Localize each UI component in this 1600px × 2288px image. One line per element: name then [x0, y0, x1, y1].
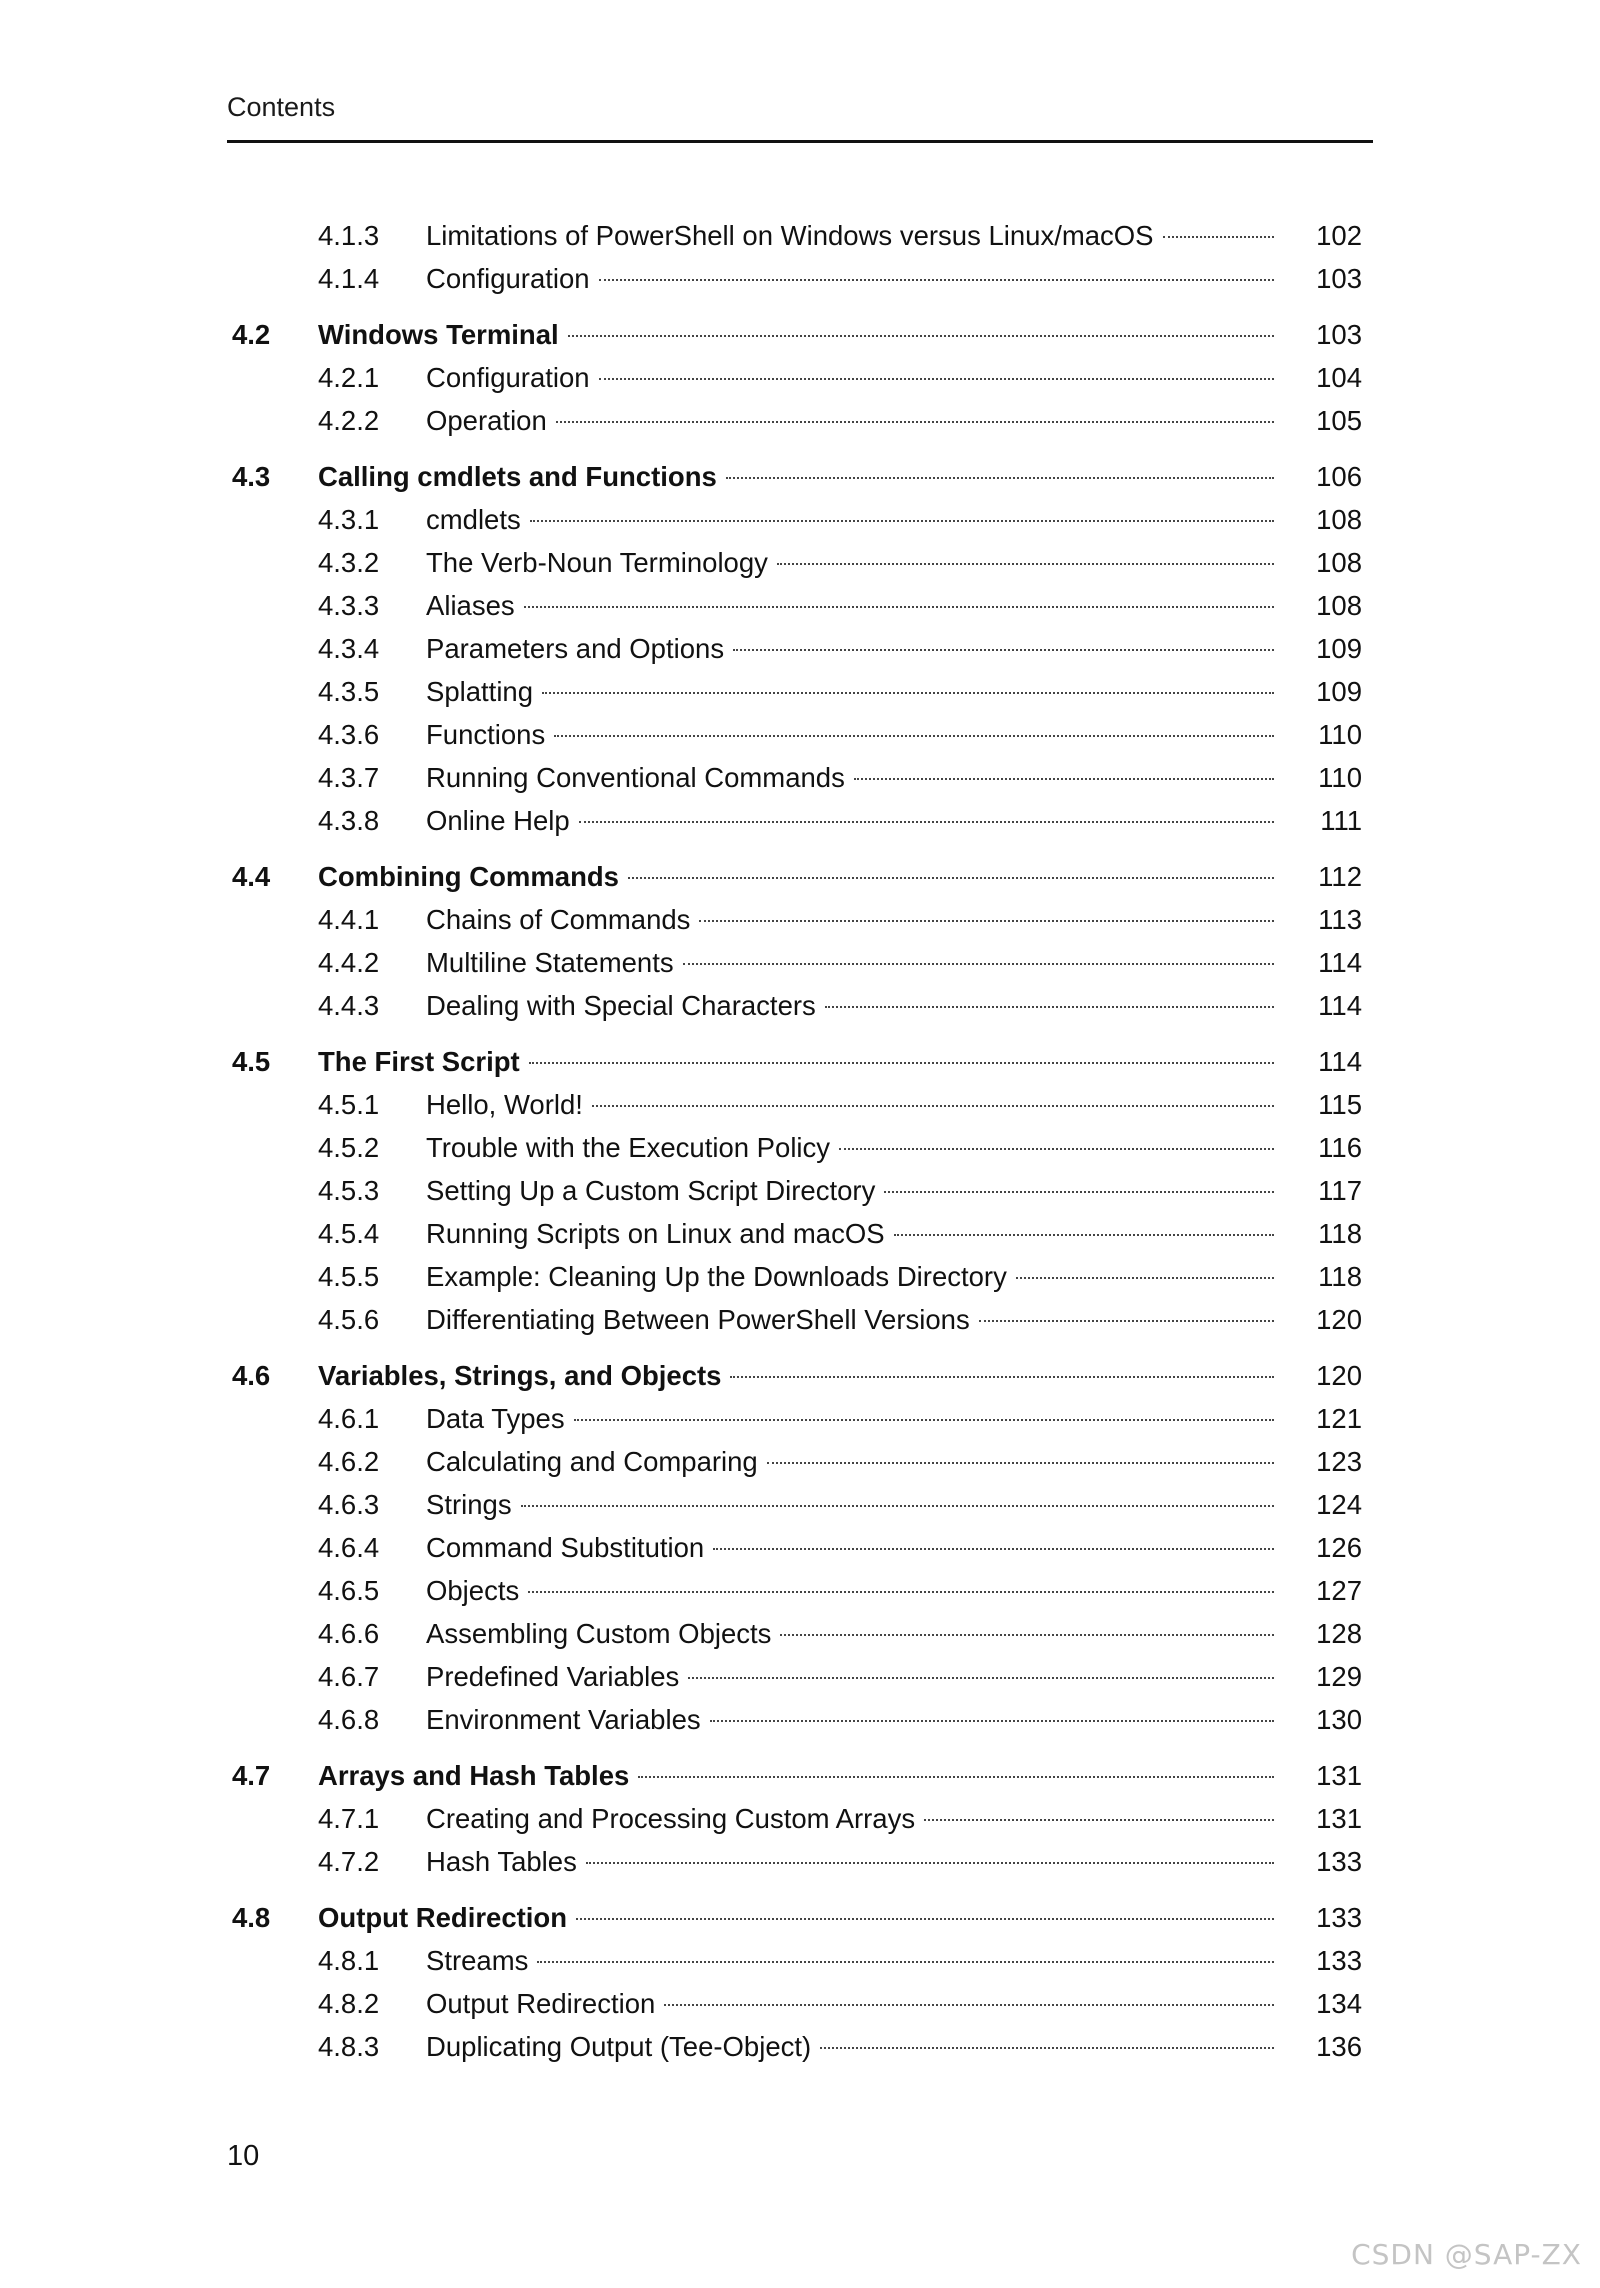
entry-number: 4.7.1	[318, 1803, 380, 1834]
toc-subsection-entry	[0, 1397, 1600, 1440]
dot-leader	[733, 649, 1274, 651]
entry-number: 4.4	[232, 861, 271, 892]
entry-number: 4.8.1	[318, 1945, 380, 1976]
entry-number: 4.3.1	[318, 504, 380, 535]
dot-leader	[1016, 1277, 1274, 1279]
toc-subsection-entry	[0, 399, 1600, 442]
dot-leader	[586, 1862, 1274, 1864]
entry-number: 4.4.2	[318, 947, 380, 978]
entry-page-number: 127	[1316, 1575, 1362, 1606]
entry-title: Chains of Commands	[426, 904, 691, 935]
toc-section-entry	[0, 313, 1600, 356]
entry-title-line	[426, 584, 1274, 627]
entry-title-line	[426, 1083, 1274, 1126]
toc-section-entry	[0, 1040, 1600, 1083]
entry-title-line	[426, 1298, 1274, 1341]
entry-number: 4.1.4	[318, 263, 380, 294]
entry-number: 4.3.2	[318, 547, 380, 578]
entry-page-number: 108	[1316, 590, 1362, 621]
entry-title: Output Redirection	[426, 1988, 656, 2019]
dot-leader	[528, 1591, 1274, 1593]
dot-leader	[579, 821, 1274, 823]
dot-leader	[979, 1320, 1274, 1322]
entry-title: Parameters and Options	[426, 633, 725, 664]
entry-page-number: 120	[1316, 1304, 1362, 1335]
dot-leader	[767, 1462, 1274, 1464]
entry-title-line	[426, 356, 1274, 399]
entry-page-number: 108	[1316, 504, 1362, 535]
dot-leader	[521, 1505, 1274, 1507]
entry-page-number: 118	[1318, 1261, 1362, 1292]
entry-title-line	[426, 1569, 1274, 1612]
entry-title: Streams	[426, 1945, 529, 1976]
toc-section-entry	[0, 1896, 1600, 1939]
entry-title: Environment Variables	[426, 1704, 701, 1735]
entry-title-line	[426, 1397, 1274, 1440]
entry-page-number: 110	[1318, 719, 1362, 750]
entry-title: Limitations of PowerShell on Windows versus Linux/macOS	[426, 220, 1154, 251]
toc-subsection-entry	[0, 1126, 1600, 1169]
entry-number: 4.6.3	[318, 1489, 380, 1520]
dot-leader	[683, 963, 1274, 965]
entry-title-line	[426, 1982, 1274, 2025]
entry-number: 4.8.3	[318, 2031, 380, 2062]
entry-title-line	[426, 1483, 1274, 1526]
entry-title: Calling cmdlets and Functions	[318, 461, 717, 492]
header-rule	[227, 140, 1373, 143]
entry-number: 4.6.6	[318, 1618, 380, 1649]
entry-page-number: 129	[1316, 1661, 1362, 1692]
entry-title: Arrays and Hash Tables	[318, 1760, 630, 1791]
entry-page-number: 117	[1318, 1175, 1362, 1206]
watermark: CSDN @SAP-ZX	[1351, 2238, 1582, 2271]
dot-leader	[554, 735, 1274, 737]
entry-title: Differentiating Between PowerShell Versions	[426, 1304, 970, 1335]
toc-subsection-entry	[0, 1483, 1600, 1526]
dot-leader	[839, 1148, 1274, 1150]
entry-number: 4.3.7	[318, 762, 380, 793]
toc-subsection-entry	[0, 1255, 1600, 1298]
entry-title-line	[426, 799, 1274, 842]
entry-title-line	[426, 1612, 1274, 1655]
entry-page-number: 131	[1316, 1803, 1362, 1834]
toc-subsection-entry	[0, 1655, 1600, 1698]
entry-title: Hash Tables	[426, 1846, 577, 1877]
entry-title: The First Script	[318, 1046, 520, 1077]
entry-number: 4.7	[232, 1760, 271, 1791]
entry-number: 4.6.1	[318, 1403, 380, 1434]
toc-section-entry	[0, 1354, 1600, 1397]
entry-page-number: 130	[1316, 1704, 1362, 1735]
entry-title-line	[318, 455, 1274, 498]
dot-leader	[530, 520, 1274, 522]
entry-page-number: 114	[1318, 1046, 1362, 1077]
dot-leader	[713, 1548, 1274, 1550]
entry-number: 4.2.2	[318, 405, 380, 436]
entry-number: 4.5.3	[318, 1175, 380, 1206]
entry-title: Trouble with the Execution Policy	[426, 1132, 831, 1163]
dot-leader	[599, 279, 1274, 281]
entry-title: The Verb-Noun Terminology	[426, 547, 768, 578]
toc-subsection-entry	[0, 1797, 1600, 1840]
dot-leader	[529, 1062, 1274, 1064]
toc-subsection-entry	[0, 356, 1600, 399]
entry-title: cmdlets	[426, 504, 521, 535]
entry-page-number: 111	[1320, 805, 1362, 836]
entry-page-number: 114	[1318, 990, 1362, 1021]
toc-subsection-entry	[0, 1569, 1600, 1612]
entry-page-number: 109	[1316, 676, 1362, 707]
entry-title: Strings	[426, 1489, 512, 1520]
dot-leader	[854, 778, 1274, 780]
toc-subsection-entry	[0, 1083, 1600, 1126]
toc-subsection-entry	[0, 713, 1600, 756]
entry-title: Output Redirection	[318, 1902, 568, 1933]
entry-number: 4.2	[232, 319, 271, 350]
entry-page-number: 118	[1318, 1218, 1362, 1249]
entry-title-line	[426, 1440, 1274, 1483]
dot-leader	[825, 1006, 1274, 1008]
entry-page-number: 115	[1318, 1089, 1362, 1120]
entry-title: Running Conventional Commands	[426, 762, 845, 793]
entry-title-line	[426, 399, 1274, 442]
dot-leader	[628, 877, 1274, 879]
entry-title-line	[318, 855, 1274, 898]
dot-leader	[574, 1419, 1274, 1421]
dot-leader	[710, 1720, 1274, 1722]
entry-title-line	[318, 1754, 1274, 1797]
entry-title-line	[318, 1040, 1274, 1083]
entry-page-number: 131	[1316, 1760, 1362, 1791]
entry-number: 4.6.8	[318, 1704, 380, 1735]
entry-title-line	[426, 670, 1274, 713]
toc-subsection-entry	[0, 898, 1600, 941]
entry-page-number: 124	[1316, 1489, 1362, 1520]
dot-leader	[638, 1776, 1274, 1778]
entry-title: Calculating and Comparing	[426, 1446, 758, 1477]
entry-page-number: 104	[1316, 362, 1362, 393]
entry-title: Duplicating Output (Tee-Object)	[426, 2031, 812, 2062]
toc-subsection-entry	[0, 1526, 1600, 1569]
toc-subsection-entry	[0, 1298, 1600, 1341]
entry-title-line	[426, 898, 1274, 941]
dot-leader	[537, 1961, 1274, 1963]
entry-title: Hello, World!	[426, 1089, 583, 1120]
entry-title: Splatting	[426, 676, 534, 707]
dot-leader	[664, 2004, 1274, 2006]
toc-section-entry	[0, 1754, 1600, 1797]
entry-number: 4.1.3	[318, 220, 380, 251]
table-of-contents	[0, 214, 1600, 2068]
entry-number: 4.6.4	[318, 1532, 380, 1563]
entry-number: 4.6.2	[318, 1446, 380, 1477]
dot-leader	[1163, 236, 1274, 238]
entry-number: 4.7.2	[318, 1846, 380, 1877]
entry-title: Data Types	[426, 1403, 565, 1434]
entry-page-number: 133	[1316, 1902, 1362, 1933]
toc-subsection-entry	[0, 2025, 1600, 2068]
entry-title: Configuration	[426, 362, 590, 393]
toc-subsection-entry	[0, 984, 1600, 1027]
entry-page-number: 103	[1316, 319, 1362, 350]
entry-title: Assembling Custom Objects	[426, 1618, 772, 1649]
entry-page-number: 113	[1318, 904, 1362, 935]
entry-title-line	[426, 1797, 1274, 1840]
entry-page-number: 133	[1316, 1846, 1362, 1877]
entry-page-number: 123	[1316, 1446, 1362, 1477]
toc-subsection-entry	[0, 1169, 1600, 1212]
entry-page-number: 110	[1318, 762, 1362, 793]
entry-title-line	[426, 1840, 1274, 1883]
toc-subsection-entry	[0, 1840, 1600, 1883]
entry-title: Objects	[426, 1575, 520, 1606]
toc-subsection-entry	[0, 214, 1600, 257]
toc-subsection-entry	[0, 627, 1600, 670]
toc-subsection-entry	[0, 1440, 1600, 1483]
entry-title-line	[426, 541, 1274, 584]
dot-leader	[688, 1677, 1274, 1679]
entry-title-line	[426, 756, 1274, 799]
toc-subsection-entry	[0, 498, 1600, 541]
entry-title: Command Substitution	[426, 1532, 705, 1563]
entry-title-line	[426, 1939, 1274, 1982]
entry-number: 4.6.7	[318, 1661, 380, 1692]
toc-section-entry	[0, 455, 1600, 498]
entry-title-line	[426, 627, 1274, 670]
entry-title-line	[318, 313, 1274, 356]
entry-title: Combining Commands	[318, 861, 619, 892]
entry-title-line	[426, 257, 1274, 300]
entry-title-line	[426, 1526, 1274, 1569]
entry-page-number: 133	[1316, 1945, 1362, 1976]
entry-title-line	[426, 1212, 1274, 1255]
dot-leader	[568, 335, 1274, 337]
entry-number: 4.5	[232, 1046, 271, 1077]
entry-page-number: 112	[1318, 861, 1362, 892]
entry-number: 4.5.2	[318, 1132, 380, 1163]
entry-title: Dealing with Special Characters	[426, 990, 816, 1021]
entry-number: 4.5.5	[318, 1261, 380, 1292]
entry-page-number: 106	[1316, 461, 1362, 492]
toc-subsection-entry	[0, 756, 1600, 799]
entry-title-line	[426, 498, 1274, 541]
entry-title-line	[426, 1126, 1274, 1169]
entry-page-number: 120	[1316, 1360, 1362, 1391]
entry-title-line	[426, 1698, 1274, 1741]
entry-number: 4.3.4	[318, 633, 380, 664]
dot-leader	[599, 378, 1274, 380]
entry-page-number: 128	[1316, 1618, 1362, 1649]
entry-page-number: 114	[1318, 947, 1362, 978]
entry-number: 4.8.2	[318, 1988, 380, 2019]
entry-number: 4.3.6	[318, 719, 380, 750]
page-number: 10	[227, 2140, 260, 2172]
toc-subsection-entry	[0, 1939, 1600, 1982]
running-header: Contents	[227, 92, 336, 122]
entry-number: 4.2.1	[318, 362, 380, 393]
toc-section-entry	[0, 855, 1600, 898]
entry-page-number: 109	[1316, 633, 1362, 664]
entry-title: Setting Up a Custom Script Directory	[426, 1175, 876, 1206]
dot-leader	[726, 477, 1274, 479]
entry-title: Configuration	[426, 263, 590, 294]
dot-leader	[884, 1191, 1274, 1193]
dot-leader	[592, 1105, 1274, 1107]
entry-title-line	[318, 1354, 1274, 1397]
entry-page-number: 116	[1318, 1132, 1362, 1163]
entry-number: 4.4.1	[318, 904, 380, 935]
toc-subsection-entry	[0, 584, 1600, 627]
toc-subsection-entry	[0, 941, 1600, 984]
entry-title-line	[426, 1169, 1274, 1212]
entry-title: Windows Terminal	[318, 319, 559, 350]
entry-page-number: 105	[1316, 405, 1362, 436]
entry-number: 4.3.8	[318, 805, 380, 836]
entry-title: Online Help	[426, 805, 570, 836]
entry-page-number: 134	[1316, 1988, 1362, 2019]
entry-page-number: 136	[1316, 2031, 1362, 2062]
dot-leader	[556, 421, 1274, 423]
entry-number: 4.5.6	[318, 1304, 380, 1335]
entry-number: 4.6	[232, 1360, 271, 1391]
entry-title: Creating and Processing Custom Arrays	[426, 1803, 916, 1834]
entry-title-line	[426, 713, 1274, 756]
entry-title-line	[426, 2025, 1274, 2068]
entry-title-line	[318, 1896, 1274, 1939]
entry-page-number: 121	[1316, 1403, 1362, 1434]
toc-subsection-entry	[0, 541, 1600, 584]
entry-title-line	[426, 214, 1274, 257]
entry-page-number: 102	[1316, 220, 1362, 251]
dot-leader	[924, 1819, 1274, 1821]
entry-title-line	[426, 941, 1274, 984]
toc-subsection-entry	[0, 257, 1600, 300]
dot-leader	[524, 606, 1274, 608]
entry-number: 4.8	[232, 1902, 271, 1933]
entry-number: 4.5.4	[318, 1218, 380, 1249]
entry-number: 4.5.1	[318, 1089, 380, 1120]
dot-leader	[699, 920, 1274, 922]
entry-title: Example: Cleaning Up the Downloads Directory	[426, 1261, 1007, 1292]
dot-leader	[780, 1634, 1274, 1636]
entry-title: Predefined Variables	[426, 1661, 680, 1692]
entry-page-number: 103	[1316, 263, 1362, 294]
dot-leader	[777, 563, 1274, 565]
toc-subsection-entry	[0, 1698, 1600, 1741]
toc-subsection-entry	[0, 1612, 1600, 1655]
entry-title: Aliases	[426, 590, 515, 621]
entry-number: 4.4.3	[318, 990, 380, 1021]
dot-leader	[730, 1376, 1274, 1378]
toc-subsection-entry	[0, 1982, 1600, 2025]
entry-page-number: 126	[1316, 1532, 1362, 1563]
entry-page-number: 108	[1316, 547, 1362, 578]
entry-number: 4.6.5	[318, 1575, 380, 1606]
entry-number: 4.3.3	[318, 590, 380, 621]
entry-title-line	[426, 984, 1274, 1027]
toc-subsection-entry	[0, 670, 1600, 713]
entry-title: Operation	[426, 405, 547, 436]
toc-subsection-entry	[0, 1212, 1600, 1255]
entry-title: Functions	[426, 719, 546, 750]
entry-title-line	[426, 1655, 1274, 1698]
dot-leader	[894, 1234, 1274, 1236]
entry-title: Multiline Statements	[426, 947, 674, 978]
dot-leader	[820, 2047, 1274, 2049]
entry-number: 4.3	[232, 461, 271, 492]
entry-number: 4.3.5	[318, 676, 380, 707]
dot-leader	[542, 692, 1274, 694]
entry-title-line	[426, 1255, 1274, 1298]
entry-title: Variables, Strings, and Objects	[318, 1360, 722, 1391]
entry-title: Running Scripts on Linux and macOS	[426, 1218, 885, 1249]
dot-leader	[576, 1918, 1274, 1920]
toc-subsection-entry	[0, 799, 1600, 842]
